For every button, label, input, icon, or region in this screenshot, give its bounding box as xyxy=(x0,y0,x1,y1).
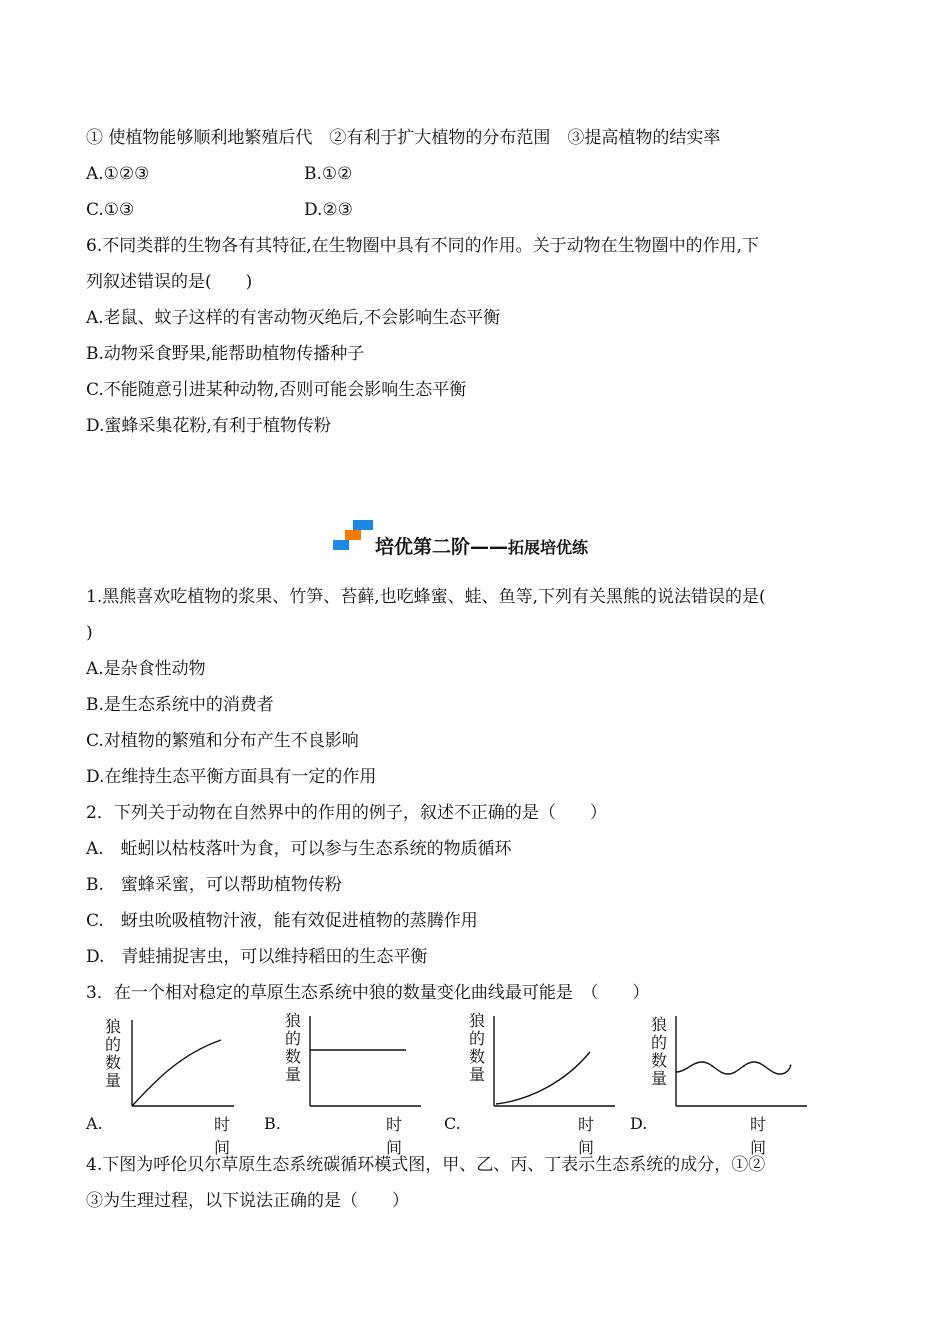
q6-stem: 6.不同类群的生物各有其特征,在生物圈中具有不同的作用。关于动物在生物圈中的作用,下 xyxy=(86,236,760,256)
option-c[interactable]: C.①③ xyxy=(86,200,135,220)
q2-option-c[interactable]: C. 蚜虫吮吸植物汁液，能有效促进植物的蒸腾作用 xyxy=(86,911,478,931)
q4-stem: 4.下图为呼伦贝尔草原生态系统碳循环模式图，甲、乙、丙、丁表示生态系统的成分，①② xyxy=(86,1155,766,1175)
q2-option-a[interactable]: A. 蚯蚓以枯枝落叶为食，可以参与生态系统的物质循环 xyxy=(86,839,512,859)
q1-option-a[interactable]: A.是杂食性动物 xyxy=(86,659,206,679)
x-axis-label: 时间 xyxy=(214,1115,231,1157)
q1-option-d[interactable]: D.在维持生态平衡方面具有一定的作用 xyxy=(86,767,377,787)
q6-option-b[interactable]: B.动物采食野果,能帮助植物传播种子 xyxy=(86,344,365,364)
section-subtitle: 拓展培优练 xyxy=(508,538,589,557)
q6-option-c[interactable]: C.不能随意引进某种动物,否则可能会影响生态平衡 xyxy=(86,380,467,400)
q2-option-b[interactable]: B. 蜜蜂采蜜，可以帮助植物传粉 xyxy=(86,875,342,895)
x-axis-label: 时间 xyxy=(578,1115,595,1157)
q6-option-d[interactable]: D.蜜蜂采集花粉,有利于植物传粉 xyxy=(86,416,331,436)
q1-stem-cont: ) xyxy=(86,623,93,643)
graph-b-plot xyxy=(306,1012,426,1108)
y-axis-label: 狼 的 数 量 xyxy=(468,1011,485,1084)
option-row xyxy=(86,163,353,185)
x-axis-label: 时间 xyxy=(750,1115,767,1157)
graph-d-plot xyxy=(672,1012,812,1108)
option-b[interactable]: B.①② xyxy=(304,164,353,184)
graph-letter: B. xyxy=(264,1114,281,1133)
q1-option-b[interactable]: B.是生态系统中的消费者 xyxy=(86,695,274,715)
q6-stem-cont: 列叙述错误的是( ) xyxy=(86,272,253,292)
curve-fluctuating xyxy=(676,1062,791,1074)
q6-option-a[interactable]: A.老鼠、蚊子这样的有害动物灭绝后,不会影响生态平衡 xyxy=(86,308,501,328)
option-a[interactable]: A.①②③ xyxy=(86,164,150,184)
q1-stem: 1.黑熊喜欢吃植物的浆果、竹笋、苔藓,也吃蜂蜜、蛙、鱼等,下列有关黑熊的说法错误的是( xyxy=(86,587,766,607)
q1-option-c[interactable]: C.对植物的繁殖和分布产生不良影响 xyxy=(86,731,359,751)
q4-stem-cont: ③为生理过程，以下说法正确的是（ ） xyxy=(86,1191,409,1211)
graph-letter: C. xyxy=(444,1114,461,1133)
statement-list: ① 使植物能够顺利地繁殖后代 ②有利于扩大植物的分布范围 ③提高植物的结实率 xyxy=(86,128,721,148)
section-title xyxy=(375,532,588,559)
y-axis-label: 狼 的 数 量 xyxy=(104,1017,121,1090)
section-title-main: 培优第二阶—— xyxy=(375,536,509,558)
q2-option-d[interactable]: D. 青蛙捕捉害虫，可以维持稻田的生态平衡 xyxy=(86,947,428,967)
q2-stem: 2．下列关于动物在自然界中的作用的例子，叙述不正确的是（ ） xyxy=(86,803,607,823)
q3-stem: 3．在一个相对稳定的草原生态系统中狼的数量变化曲线最可能是 （ ） xyxy=(86,983,650,1003)
option-d[interactable]: D.②③ xyxy=(304,200,353,220)
graph-c-plot xyxy=(490,1012,620,1108)
graph-letter: A. xyxy=(86,1114,103,1133)
y-axis-label: 狼 的 数 量 xyxy=(650,1015,667,1088)
x-axis-label: 时间 xyxy=(386,1115,403,1157)
graph-letter: D. xyxy=(630,1114,648,1133)
option-row xyxy=(86,199,353,221)
graph-a-plot xyxy=(126,1020,236,1110)
section-logo-icon xyxy=(333,518,373,554)
y-axis-label: 狼 的 数 量 xyxy=(284,1011,301,1084)
curve-rising-decelerating xyxy=(132,1040,221,1106)
curve-rising-accelerating xyxy=(496,1052,590,1104)
